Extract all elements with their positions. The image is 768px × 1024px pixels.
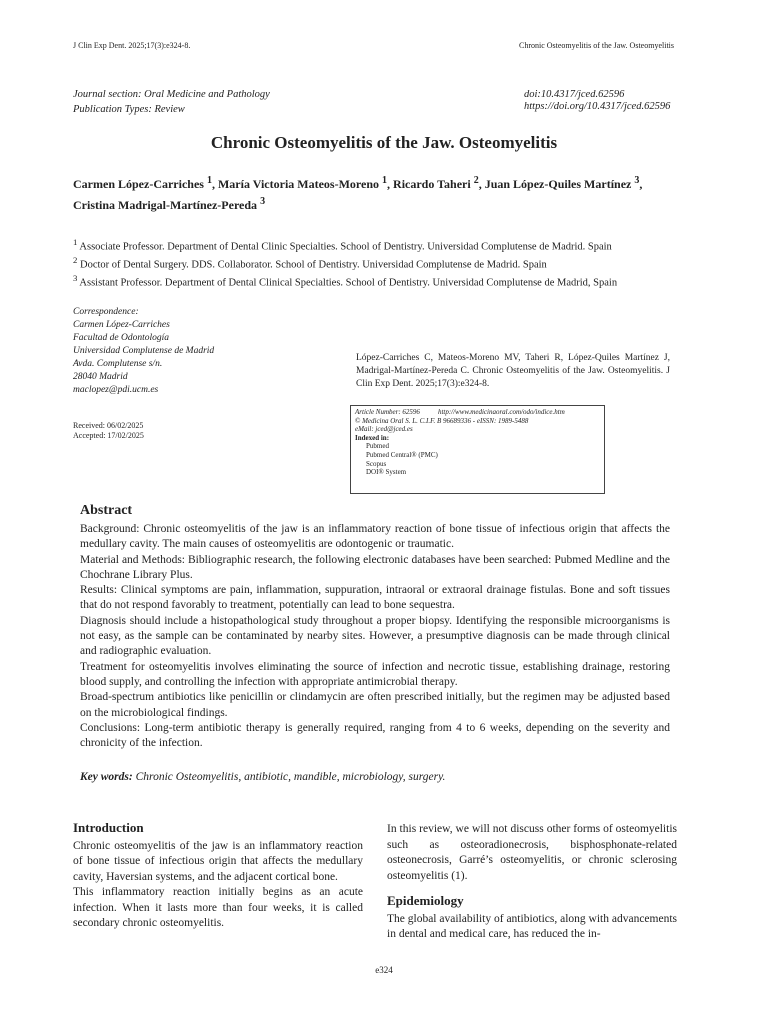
- introduction-column: [73, 820, 363, 932]
- article-dates: [73, 421, 144, 441]
- abstract: [80, 503, 670, 751]
- article-title: Chronic Osteomyelitis of the Jaw. Osteomyelitis: [210, 133, 558, 152]
- article-info-box: Article Number: 62596 http://www.medicinaoral.com/odo/indice.htm © Medicina Oral S. L. C.I.F. B 96689336 - eISSN: 1989-5488 eMail: jced@jced.es Indexed in: Pubmed Pubmed Central® (PMC) Scopus DOI® System: [350, 405, 605, 494]
- affiliation: $^1$ Associate Professor. Department of Dental Clinic Specialties. School of Dentistry. Universidad Complutense de Madrid. Spain: [73, 237, 612, 253]
- running-header-right: Chronic Osteomyelitis of the Jaw. Osteomyelitis: [518, 41, 674, 50]
- running-header-left: J Clin Exp Dent. 2025;17(3):e324-8.: [73, 41, 191, 50]
- accepted-date: Accepted: 17/02/2025: [73, 431, 144, 440]
- page-number: e324: [375, 965, 393, 975]
- correspondence-email[interactable]: maclopez@pdi.ucm.es: [73, 385, 159, 395]
- author: Ricardo Taheri $^2$,: [393, 175, 485, 191]
- keywords-label: Key words:: [80, 771, 133, 783]
- author: María Victoria Mateos-Moreno $^1$,: [217, 175, 394, 191]
- body-paragraph: The global availability of antibiotics, along with advancements in dental and medical care, has reduced the in-: [387, 912, 677, 940]
- author: Carmen López-Carriches $^1$,: [73, 175, 218, 191]
- correspondence: Correspondence: Carmen López-Carriches Facultad de Odontología Universidad Complutense de Madrid Avda. Complutense s/n. 28040 Madrid maclopez@pdi.ucm.es: [73, 307, 215, 395]
- affiliation: $^3$ Assistant Professor. Department of Dental Clinical Specialties. School of Dentistry. Universidad Complutense de Madrid, Spain: [73, 273, 618, 289]
- body-paragraph: Chronic osteomyelitis of the jaw is an inflammatory reaction of bone tissue of infectious origin that affects the medullary cavity, Haversian systems, and the adjacent cortical bone.: [73, 839, 363, 883]
- introduction-heading: Introduction: [73, 820, 144, 835]
- abstract-paragraph: Results: Clinical symptoms are pain, inflammation, suppuration, intraoral or extraoral drainage fistulas. Bone and soft tissues that do not respond favorably to treatment, potentially can lead to bone sequestra.: [80, 584, 670, 612]
- received-date: Received: 06/02/2025: [73, 421, 144, 430]
- abstract-paragraph: Background: Chronic osteomyelitis of the jaw is an inflammatory reaction of bone tissue of infectious origin that affects the medullary cavity. The main causes of osteomyelitis are odontogenic or traumatic.: [80, 523, 670, 551]
- author: Cristina Madrigal-Martínez-Pereda $^3$: [73, 196, 266, 212]
- right-column: [387, 822, 677, 943]
- author-list: [73, 172, 693, 214]
- publication-type: Publication Types: Review: [73, 104, 185, 115]
- journal-url[interactable]: http://www.medicinaoral.com/odo/indice.htm: [437, 408, 565, 416]
- body-paragraph: In this review, we will not discuss other forms of osteomyelitis such as osteoradionecrosis, bisphosphonate-related osteonecrosis, Garré’s osteomyelitis, or chronic sclerosing osteomyelitis (1).: [387, 823, 677, 882]
- affiliations: [73, 236, 693, 290]
- abstract-paragraph: Material and Methods: Bibliographic research, the following electronic databases have been searched: Pubmed Medline and the Chochrane Library Plus.: [80, 553, 670, 581]
- abstract-paragraph: Treatment for osteomyelitis involves eliminating the source of infection and necrotic tissue, establishing drainage, restoring blood supply, and controlling the infection with appropriate antimicrobial therapy.: [80, 660, 670, 688]
- journal-section: Journal section: Oral Medicine and Pathology: [73, 89, 270, 100]
- abstract-paragraph: Conclusions: Long-term antibiotic therapy is generally required, ranging from 4 to 6 weeks, depending on the severity and chronicity of the infection.: [80, 721, 670, 750]
- abstract-paragraph: Diagnosis should include a histopathological study throughout a proper biopsy. Identifying the responsible microorganisms is not easy, as the sample can be contaminated by nearby sites. However, a presumptive diagnosis can be made through clinical and radiographic evaluation.: [80, 614, 670, 658]
- author: Juan López-Quiles Martínez $^3$,: [484, 175, 643, 191]
- abstract-heading: Abstract: [80, 503, 133, 518]
- doi-url[interactable]: https://doi.org/10.4317/jced.62596: [524, 101, 671, 112]
- keywords: [80, 771, 670, 783]
- affiliation: $^2$ Doctor of Dental Surgery. DDS. Collaborator. School of Dentistry. Universidad Complutense de Madrid. Spain: [73, 255, 547, 271]
- doi: doi:10.4317/jced.62596: [524, 89, 625, 100]
- abstract-paragraph: Broad-spectrum antibiotics like penicillin or clindamycin are often prescribed initially, but the regimen may be adjusted based on the microbiological findings.: [80, 691, 670, 719]
- body-paragraph: This inflammatory reaction initially begins as an acute infection. When it lasts more than four weeks, it is called secondary chronic osteomyelitis.: [73, 886, 363, 929]
- citation: López-Carriches C, Mateos-Moreno MV, Taheri R, López-Quiles Martínez J, Madrigal-Martínez-Pereda C. Chronic Osteomyelitis of the Jaw. Osteomyelitis. J Clin Exp Dent. 2025;17(3):e324-8.: [356, 353, 670, 389]
- epidemiology-heading: Epidemiology: [387, 893, 464, 908]
- keywords-text: Chronic Osteomyelitis, antibiotic, mandible, microbiology, surgery.: [135, 771, 446, 783]
